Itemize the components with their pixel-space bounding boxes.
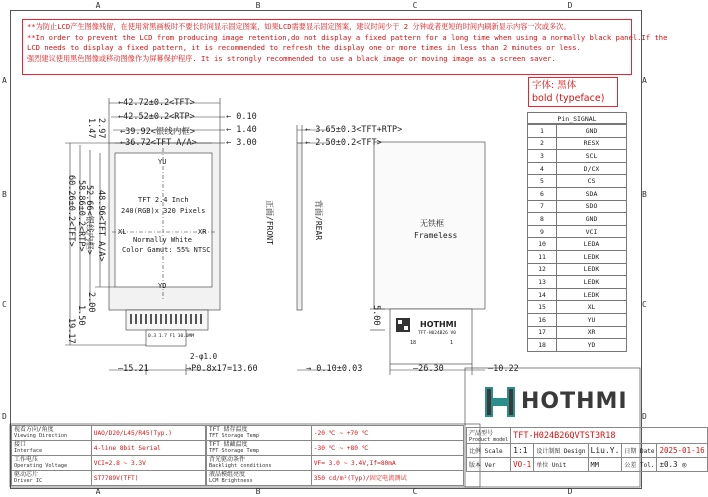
notice-line-2: **In order to prevent the LCD from producing image retention,do not display a fixed pattern for a long time when using a normally black panel.If the bbox=[27, 32, 668, 42]
dim-rtp-width: ←42.52±0.2<RTP> bbox=[118, 112, 195, 122]
dim-tft-width: ←42.72±0.2<TFT> bbox=[118, 98, 195, 108]
designer: Liu.Y. bbox=[588, 444, 622, 458]
spec-label-cn: 工作电压 bbox=[14, 456, 39, 463]
pin-number: 12 bbox=[528, 263, 557, 276]
dim-rtp-height: 58.86±0.2<RTP> bbox=[76, 180, 86, 252]
dim-right-1-40: ← 1.40 bbox=[226, 125, 257, 135]
pin-row bbox=[528, 162, 627, 175]
row-marker-b: B bbox=[2, 190, 7, 199]
spec-value: 350 cd/m²(Typ)/固定电流测试 bbox=[311, 471, 463, 486]
spec-value: UAO/D20/L45/R45(Typ.) bbox=[91, 426, 205, 441]
notice-line-1: **为防止LCD产生图像残留，在使用常黑画板时不要长时间显示固定图案，如果LCD需要显示固定图案，建议时间少于 2 分钟或者更短的时间内刷新显示内容一次或多次。 bbox=[27, 22, 571, 31]
spec-label-en: Operating Voltage bbox=[14, 463, 68, 469]
dim-rear-10-22: —10.22 bbox=[488, 364, 519, 374]
notice-line-4: 强烈建议使用黑色图像或移动图像作为屏幕保护程序. It is strongly recommended to use a black image or moving image as a screen saver. bbox=[27, 53, 556, 63]
pin-signal: SCL bbox=[557, 150, 627, 163]
dim-silver-height: 52.66<银线内框> bbox=[84, 185, 94, 255]
panel-resolution-text: 240(RGB)x 320 Pixels bbox=[121, 207, 206, 215]
spec-row bbox=[207, 426, 464, 441]
pin-number: 3 bbox=[528, 150, 557, 163]
dim-2-00: 2.00 bbox=[86, 292, 96, 313]
projection-symbol-icon: ◎ bbox=[682, 460, 687, 469]
pin-row bbox=[528, 288, 627, 301]
col-marker-a: A bbox=[95, 1, 101, 10]
pin-row bbox=[528, 213, 627, 226]
spec-label-en: LCM Brightness bbox=[209, 478, 253, 484]
spec-row bbox=[207, 456, 464, 471]
spec-value: -30 ℃ ~ +80 ℃ bbox=[311, 441, 463, 456]
spec-label bbox=[207, 456, 312, 471]
unit-label: 单位 Unit bbox=[534, 458, 588, 472]
pin-row bbox=[528, 225, 627, 238]
dim-right-3-00: ← 3.00 bbox=[226, 138, 257, 148]
pin-number: 14 bbox=[528, 288, 557, 301]
spec-label bbox=[12, 456, 92, 471]
dim-tft-height: 60.26±0.2<TFT> bbox=[66, 175, 76, 247]
dim-right-0-10: ← 0.10 bbox=[226, 112, 257, 122]
unit-value: MM bbox=[588, 458, 622, 472]
panel-size-text: TFT 2.4 Inch bbox=[138, 196, 189, 204]
pin-number: 7 bbox=[528, 200, 557, 213]
pin-table-header: Pin_SIGNAL bbox=[527, 112, 627, 124]
row-marker-c: C bbox=[2, 300, 7, 309]
notice-line-3: LCD needs to display a fixed pattern, it is recommended to refresh the display one or more times in less than 2 minutes or less. bbox=[27, 43, 581, 52]
dim-bottom-pitch: →P0.8x17=13.60 bbox=[186, 364, 258, 374]
panel-label-xr: XR bbox=[198, 228, 207, 236]
pin-number: 13 bbox=[528, 276, 557, 289]
spec-label bbox=[207, 471, 312, 486]
pin-number: 8 bbox=[528, 213, 557, 226]
pin-signal: SDO bbox=[557, 200, 627, 213]
design-label: 设计制图 Design bbox=[534, 444, 588, 458]
dim-left-1-47: 1.47 bbox=[86, 118, 96, 139]
pin-row bbox=[528, 200, 627, 213]
typeface-line-1: 字体: 黑体 bbox=[532, 80, 577, 91]
col-marker-c-bottom: C bbox=[412, 487, 418, 496]
dim-aa-width: ←36.72<TFT A/A> bbox=[120, 138, 197, 148]
spec-label-en: Interface bbox=[14, 448, 43, 454]
pin-number: 1 bbox=[528, 125, 557, 138]
product-model: TFT-H024B26QVTST3R18 bbox=[511, 428, 707, 444]
brand-mark-icon bbox=[483, 385, 517, 419]
pin-signal: LEDK bbox=[557, 276, 627, 289]
pin-number: 10 bbox=[528, 238, 557, 251]
pin-row bbox=[528, 175, 627, 188]
pin-number: 11 bbox=[528, 250, 557, 263]
pin-number: 9 bbox=[528, 225, 557, 238]
model-label: 产品型号 Product model bbox=[467, 428, 511, 444]
spec-label bbox=[12, 426, 92, 441]
spec-label-en: Viewing Direction bbox=[14, 433, 68, 439]
row-marker-b-right: B bbox=[642, 190, 647, 199]
pin-signal: SDA bbox=[557, 187, 627, 200]
spec-label bbox=[12, 471, 92, 486]
rear-fpc bbox=[390, 309, 472, 364]
row-marker-a: A bbox=[2, 76, 7, 85]
pin-signal: XR bbox=[557, 326, 627, 339]
pin-number: 17 bbox=[528, 326, 557, 339]
dim-left-2-97: 2.97 bbox=[96, 118, 106, 139]
pin-number: 15 bbox=[528, 301, 557, 314]
col-marker-d: D bbox=[567, 1, 573, 10]
panel-label-yd: YD bbox=[158, 282, 167, 290]
pin-signal: GND bbox=[557, 125, 627, 138]
spec-row bbox=[12, 441, 206, 456]
pin-row bbox=[528, 250, 627, 263]
rear-view-label: 背面/REAR bbox=[314, 200, 323, 241]
spec-row bbox=[207, 441, 464, 456]
rear-qr-code bbox=[396, 318, 410, 332]
front-view-label: 正面/FRONT bbox=[265, 200, 274, 245]
pin-number: 16 bbox=[528, 313, 557, 326]
spec-value: ST7789V(TFT) bbox=[91, 471, 205, 486]
pin-number: 18 bbox=[528, 339, 557, 352]
hole-note: 2-φ1.0 bbox=[190, 352, 218, 361]
front-fpc-text: 0.3 1.7 F1 30.0MM bbox=[148, 334, 195, 339]
pin-number: 6 bbox=[528, 187, 557, 200]
typeface-line-2: bold (typeface) bbox=[532, 93, 605, 104]
spec-value: 4-line 8bit Serial bbox=[91, 441, 205, 456]
pin-signal: D/CX bbox=[557, 162, 627, 175]
panel-gamut-text: Color Gamut: 55% NTSC bbox=[122, 246, 211, 254]
row-marker-a-right: A bbox=[642, 76, 647, 85]
pin-table bbox=[527, 124, 627, 352]
side-view-outline bbox=[297, 143, 302, 310]
date-value: 2025-01-16 bbox=[657, 444, 707, 458]
date-label: 日期 Date bbox=[622, 444, 657, 458]
pin-signal: YU bbox=[557, 313, 627, 326]
pin-row bbox=[528, 313, 627, 326]
front-active-area bbox=[115, 153, 212, 287]
pin-row bbox=[528, 150, 627, 163]
spec-label-en: Driver IC bbox=[14, 478, 43, 484]
pin-row bbox=[528, 137, 627, 150]
rear-fpc-part: TFT-H024B26 V0 bbox=[418, 331, 456, 336]
col-marker-b-bottom: B bbox=[255, 487, 261, 496]
dim-1-50: 1.50 bbox=[76, 305, 86, 326]
dim-side-tft: ← 2.50±0.2<TFT> bbox=[305, 138, 382, 148]
spec-value: VF= 3.0 ~ 3.4V,If=80mA bbox=[311, 456, 463, 471]
pin-row bbox=[528, 263, 627, 276]
rear-fpc-pin-1: 1 bbox=[450, 340, 454, 346]
row-marker-d-right: D bbox=[642, 412, 647, 421]
tolerance-value: ±0.3 ◎ bbox=[657, 458, 707, 472]
pin-row bbox=[528, 125, 627, 138]
rear-fpc-pin-18: 18 bbox=[410, 340, 417, 346]
spec-label-cn: 视看方向/角度 bbox=[14, 426, 54, 433]
pin-signal: RESX bbox=[557, 137, 627, 150]
spec-label-cn: 驱动芯片 bbox=[14, 471, 39, 478]
pin-signal: CS bbox=[557, 175, 627, 188]
version-value: VO-1 bbox=[511, 458, 534, 472]
spec-label bbox=[207, 426, 312, 441]
version-label: 版本 Ver bbox=[467, 458, 511, 472]
spec-label bbox=[12, 441, 92, 456]
pin-signal: LEDK bbox=[557, 288, 627, 301]
spec-label-cn: 背光驱动条件 bbox=[209, 456, 246, 463]
dim-19-17: 19.17 bbox=[66, 318, 76, 344]
pin-signal: LEDK bbox=[557, 250, 627, 263]
spec-row bbox=[207, 471, 464, 486]
dim-silver-width: ←39.92<银线内框> bbox=[120, 127, 195, 137]
dim-rear-26-30: —26.30 bbox=[413, 364, 444, 374]
pin-signal: XL bbox=[557, 301, 627, 314]
scale-value: 1:1 bbox=[511, 444, 534, 458]
brand-logo bbox=[483, 385, 628, 421]
spec-table-left bbox=[11, 425, 206, 486]
spec-row bbox=[12, 456, 206, 471]
spec-row bbox=[12, 471, 206, 486]
dim-aa-height: 48.96<TFT A/A> bbox=[96, 190, 106, 262]
spec-label bbox=[207, 441, 312, 456]
spec-label-en: Backlight conditions bbox=[209, 463, 272, 469]
pin-row bbox=[528, 339, 627, 352]
front-fpc-pads bbox=[130, 314, 202, 324]
pin-signal: VCI bbox=[557, 225, 627, 238]
scale-label: 比例 Scale bbox=[467, 444, 511, 458]
pin-signal: LEDA bbox=[557, 238, 627, 251]
pin-row bbox=[528, 276, 627, 289]
pin-number: 4 bbox=[528, 162, 557, 175]
col-marker-a-bottom: A bbox=[95, 487, 101, 496]
rear-label-en: Frameless bbox=[414, 231, 458, 240]
pin-signal: GND bbox=[557, 213, 627, 226]
tolerance-label: 公差 Tol. bbox=[622, 458, 657, 472]
dim-rear-5-00: 5.00 bbox=[371, 305, 381, 326]
pin-signal: YD bbox=[557, 339, 627, 352]
brand-name: HOTHMI bbox=[521, 389, 628, 414]
row-marker-d: D bbox=[2, 412, 7, 421]
spec-label-cn: TFT 储存温度 bbox=[209, 426, 248, 433]
pin-row bbox=[528, 238, 627, 251]
spec-label-cn: 液晶模组亮度 bbox=[209, 471, 246, 478]
panel-label-xl: XL bbox=[118, 228, 127, 236]
rear-fpc-logo: HOTHMI bbox=[420, 320, 457, 329]
title-block bbox=[466, 427, 708, 472]
pin-row bbox=[528, 326, 627, 339]
spec-label-cn: 接口 bbox=[14, 441, 27, 448]
dim-bottom-15-21: —15.21 bbox=[118, 364, 149, 374]
pin-row bbox=[528, 301, 627, 314]
col-marker-b: B bbox=[255, 1, 261, 10]
rear-label-cn: 无铁框 bbox=[420, 219, 444, 228]
spec-label-en: TFT Storage Temp bbox=[209, 448, 259, 454]
pin-signal: LEDK bbox=[557, 263, 627, 276]
panel-label-yu: YU bbox=[158, 158, 167, 166]
pin-number: 5 bbox=[528, 175, 557, 188]
row-marker-c-right: C bbox=[642, 300, 647, 309]
pin-number: 2 bbox=[528, 137, 557, 150]
panel-mode-text: Normally White bbox=[133, 236, 193, 244]
spec-row bbox=[12, 426, 206, 441]
dim-side-bottom: → 0.10±0.03 bbox=[306, 364, 363, 374]
spec-table-right bbox=[206, 425, 464, 486]
col-marker-c: C bbox=[412, 1, 418, 10]
spec-label-en: TFT Storage Temp bbox=[209, 433, 259, 439]
spec-value: VCI=2.8 ~ 3.3V bbox=[91, 456, 205, 471]
col-marker-d-bottom: D bbox=[567, 487, 573, 496]
spec-label-cn: TFT 储藏温度 bbox=[209, 441, 248, 448]
spec-value: -20 ℃ ~ +70 ℃ bbox=[311, 426, 463, 441]
pin-row bbox=[528, 187, 627, 200]
dim-side-total: ← 3.65±0.3<TFT+RTP> bbox=[305, 125, 403, 135]
